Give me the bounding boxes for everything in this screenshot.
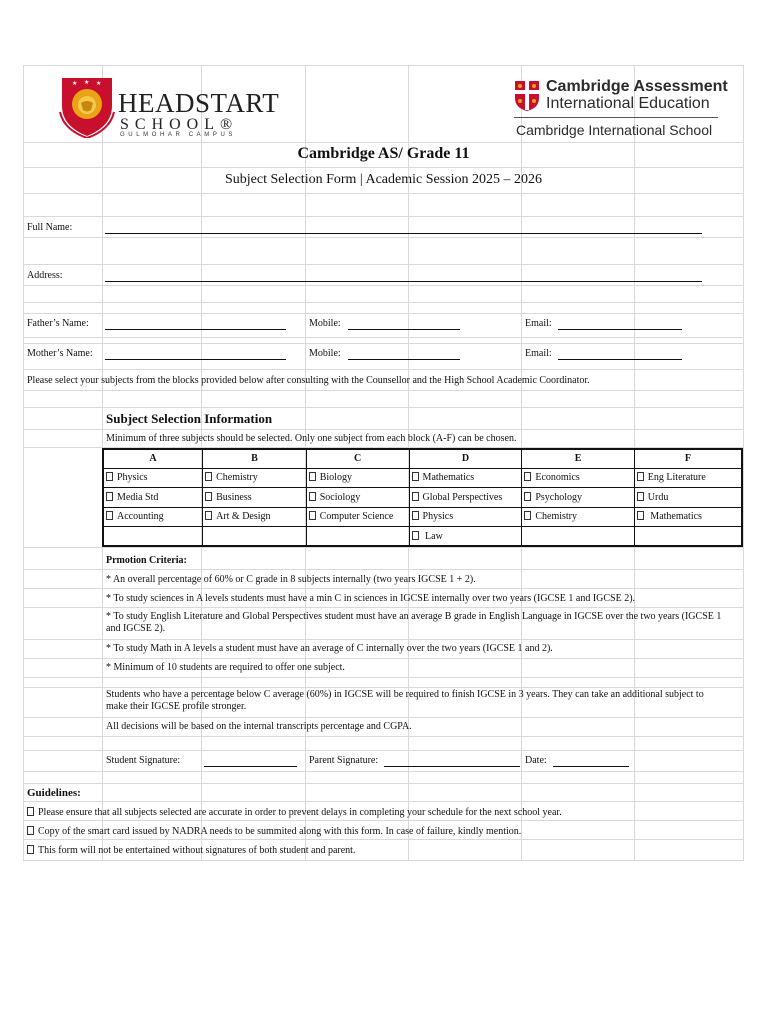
subject-row: [103, 507, 742, 527]
subject-cell[interactable]: [409, 488, 522, 508]
checkbox-icon[interactable]: [106, 511, 113, 520]
cambridge-line-3: Cambridge International School: [516, 122, 713, 138]
grid-row-line: [23, 569, 744, 570]
grid-row-line: [23, 302, 744, 303]
grid-row-line: [23, 264, 744, 265]
fathers-name-label: Father’s Name:: [27, 318, 89, 329]
cambridge-shield-icon: [514, 80, 540, 112]
promotion-item: * To study English Literature and Global Perspectives student must have an average B grade in English Language in IGCSE over the two years (IGCSE 1 and IGCSE 2).: [106, 611, 722, 634]
info-heading: Subject Selection Information: [106, 411, 273, 426]
grid-row-line: [23, 801, 744, 802]
grid-row-line: [23, 717, 744, 718]
subject-label: Biology: [319, 472, 352, 484]
father-email-line[interactable]: [558, 329, 682, 330]
mother-mobile-label: Mobile:: [309, 348, 341, 359]
svg-text:★: ★: [84, 80, 90, 86]
checkbox-icon[interactable]: [412, 511, 419, 520]
cambridge-divider: [514, 117, 718, 118]
grid-row-line: [23, 337, 744, 338]
checkbox-icon[interactable]: [412, 531, 419, 540]
promotion-item: * To study sciences in A levels students must have a min C in sciences in IGCSE internally over two years (IGCSE 1 and IGCSE 2).: [106, 593, 636, 604]
subject-row: [103, 488, 742, 508]
father-email-label: Email:: [525, 318, 552, 329]
checkbox-icon[interactable]: [309, 492, 316, 501]
subject-cell[interactable]: [103, 468, 203, 488]
date-label: Date:: [525, 755, 547, 766]
svg-text:★: ★: [72, 81, 78, 87]
svg-text:★: ★: [96, 81, 102, 87]
grid-row-line: [23, 343, 744, 344]
checkbox-icon[interactable]: [309, 511, 316, 520]
grid-row-line: [23, 658, 744, 659]
mother-email-line[interactable]: [558, 359, 682, 360]
headstart-logo: [52, 70, 280, 142]
grid-row-line: [23, 607, 744, 608]
campus-name: GULMOHAR CAMPUS: [120, 132, 237, 138]
checkbox-icon[interactable]: [412, 472, 419, 481]
grid-row-line: [23, 547, 744, 548]
subject-cell[interactable]: [409, 527, 522, 547]
subject-label: Mathematics: [647, 511, 702, 523]
checkbox-icon[interactable]: [412, 492, 419, 501]
grid-row-line: [23, 750, 744, 751]
block-header: F: [634, 449, 742, 468]
grid-row-line: [23, 588, 744, 589]
grid-row-line: [23, 237, 744, 238]
subject-label: Business: [216, 491, 252, 503]
empty-cell: [103, 527, 203, 547]
headstart-wordmark: HEADSTART: [118, 88, 280, 118]
subject-cell[interactable]: [203, 468, 307, 488]
subject-cell[interactable]: [634, 468, 742, 488]
address-label: Address:: [27, 270, 63, 281]
grid-row-line: [23, 369, 744, 370]
checkbox-icon[interactable]: [205, 472, 212, 481]
promotion-item: * An overall percentage of 60% or C grade in 8 subjects internally (two years IGCSE 1 + 2).: [106, 574, 476, 585]
subject-label: Eng Literature: [647, 472, 706, 484]
lion-crest-icon: [58, 72, 116, 138]
subject-cell[interactable]: [634, 507, 742, 527]
subject-label: Global Perspectives: [422, 491, 503, 503]
grid-row-line: [23, 313, 744, 314]
checkbox-icon[interactable]: [524, 511, 531, 520]
subject-cell[interactable]: [103, 507, 203, 527]
subject-label: Media Std: [117, 491, 159, 503]
grid-row-line: [23, 285, 744, 286]
subject-label: Computer Science: [319, 511, 394, 523]
grid-row-line: [23, 142, 744, 143]
checkbox-icon[interactable]: [637, 511, 644, 520]
mothers-name-line[interactable]: [105, 359, 286, 360]
grid-row-line: [23, 167, 744, 168]
grid-row-line: [23, 677, 744, 678]
checkbox-icon[interactable]: [106, 472, 113, 481]
empty-cell: [634, 527, 742, 547]
promotion-item: * Minimum of 10 students are required to offer one subject.: [106, 662, 345, 673]
subject-blocks-table: [102, 448, 743, 547]
block-header: A: [103, 449, 203, 468]
subject-cell[interactable]: [522, 468, 634, 488]
grid-row-line: [23, 390, 744, 391]
instruction-text: Please select your subjects from the blocks provided below after consulting with the Counsellor and the High School Academic Coordinator.: [27, 375, 590, 386]
grid-row-line: [23, 193, 744, 194]
subject-cell[interactable]: [306, 488, 409, 508]
checkbox-icon[interactable]: [205, 492, 212, 501]
checkbox-icon[interactable]: [309, 472, 316, 481]
checkbox-icon[interactable]: [637, 492, 644, 501]
parent-signature-label: Parent Signature:: [309, 755, 379, 766]
subject-label: Law: [422, 530, 443, 542]
mother-mobile-line[interactable]: [348, 359, 460, 360]
grid-row-line: [23, 216, 744, 217]
subject-label: Accounting: [117, 511, 164, 523]
mothers-name-label: Mother’s Name:: [27, 348, 93, 359]
subject-cell[interactable]: [409, 468, 522, 488]
subject-label: Chemistry: [216, 472, 258, 484]
mother-email-label: Email:: [525, 348, 552, 359]
grid-row-line: [23, 783, 744, 784]
fathers-name-line[interactable]: [105, 329, 286, 330]
subject-row: [103, 468, 742, 488]
form-title: Cambridge AS/ Grade 11: [297, 145, 470, 162]
subject-label: Chemistry: [535, 511, 578, 523]
student-signature-line[interactable]: [204, 766, 297, 767]
cambridge-line-2: International Education: [546, 95, 710, 112]
grid-row-line: [23, 639, 744, 640]
full-name-line[interactable]: [105, 233, 702, 234]
block-header: B: [203, 449, 307, 468]
checkbox-icon[interactable]: [205, 511, 212, 520]
grid-row-line: [23, 771, 744, 772]
grid-row-line: [23, 429, 744, 430]
checkbox-icon[interactable]: [524, 472, 531, 481]
father-mobile-label: Mobile:: [309, 318, 341, 329]
subject-cell[interactable]: [306, 468, 409, 488]
checkbox-icon: [27, 807, 34, 816]
checkbox-icon: [27, 845, 34, 854]
grid-row-line: [23, 687, 744, 688]
checkbox-icon[interactable]: [106, 492, 113, 501]
address-line[interactable]: [105, 281, 702, 282]
subject-row: [103, 527, 742, 547]
subject-cell[interactable]: [522, 507, 634, 527]
empty-cell: [306, 527, 409, 547]
subject-label: Urdu: [647, 491, 669, 503]
subject-cell[interactable]: [103, 488, 203, 508]
subject-cell[interactable]: [203, 507, 307, 527]
form-subtitle: Subject Selection Form | Academic Session 2025 – 2026: [225, 172, 542, 187]
guideline-item: [27, 826, 521, 837]
grid-row-line: [23, 65, 744, 66]
grid-row-line: [23, 736, 744, 737]
cambridge-line-1: Cambridge Assessment: [546, 78, 728, 95]
promotion-heading: Prmotion Criteria:: [106, 555, 187, 566]
subject-label: Sociology: [319, 491, 361, 503]
grid-row-line: [23, 820, 744, 821]
grid-row-line: [23, 839, 744, 840]
empty-cell: [203, 527, 307, 547]
subject-label: Physics: [422, 511, 454, 523]
subject-label: Art & Design: [216, 511, 271, 523]
below-average-note: Students who have a percentage below C average (60%) in IGCSE will be required to finish IGCSE in 3 years. They can take an additional subject to make their IGCSE profile stronger.: [106, 689, 704, 712]
grid-row-line: [23, 407, 744, 408]
guideline-item: [27, 807, 562, 818]
block-header: C: [306, 449, 409, 468]
full-name-label: Full Name:: [27, 222, 73, 233]
guideline-text: Copy of the smart card issued by NADRA needs to be summited along with this form. In case of failure, kindly mention.: [38, 826, 522, 837]
decisions-note: All decisions will be based on the internal transcripts percentage and CGPA.: [106, 721, 412, 732]
school-wordmark: SCHOOL®: [120, 116, 239, 133]
subject-label: Mathematics: [422, 472, 475, 484]
block-header: E: [522, 449, 634, 468]
guidelines-heading: Guidelines:: [27, 787, 81, 799]
subject-cell[interactable]: [306, 507, 409, 527]
subject-label: Psychology: [535, 491, 583, 503]
parent-signature-line[interactable]: [384, 766, 520, 767]
checkbox-icon[interactable]: [524, 492, 531, 501]
subject-cell[interactable]: [634, 488, 742, 508]
subject-cell[interactable]: [203, 488, 307, 508]
block-header-row: [103, 449, 742, 468]
empty-cell: [522, 527, 634, 547]
cambridge-logo: [514, 78, 734, 142]
subject-cell[interactable]: [409, 507, 522, 527]
guideline-item: [27, 845, 355, 856]
father-mobile-line[interactable]: [348, 329, 460, 330]
subject-label: Economics: [535, 472, 580, 484]
subject-cell[interactable]: [522, 488, 634, 508]
date-line[interactable]: [553, 766, 629, 767]
guideline-text: This form will not be entertained without signatures of both student and parent.: [38, 845, 356, 856]
guideline-text: Please ensure that all subjects selected are accurate in order to prevent delays in completing your schedule for the next school year.: [38, 807, 562, 818]
grid-row-line: [23, 860, 744, 861]
student-signature-label: Student Signature:: [106, 755, 181, 766]
checkbox-icon: [27, 826, 34, 835]
block-header: D: [409, 449, 522, 468]
checkbox-icon[interactable]: [637, 472, 644, 481]
subject-label: Physics: [117, 472, 148, 484]
info-note: Minimum of three subjects should be selected. Only one subject from each block (A-F) can be chosen.: [106, 433, 517, 444]
promotion-item: * To study Math in A levels a student must have an average of C internally over the two years (IGCSE 1 and 2).: [106, 643, 553, 654]
